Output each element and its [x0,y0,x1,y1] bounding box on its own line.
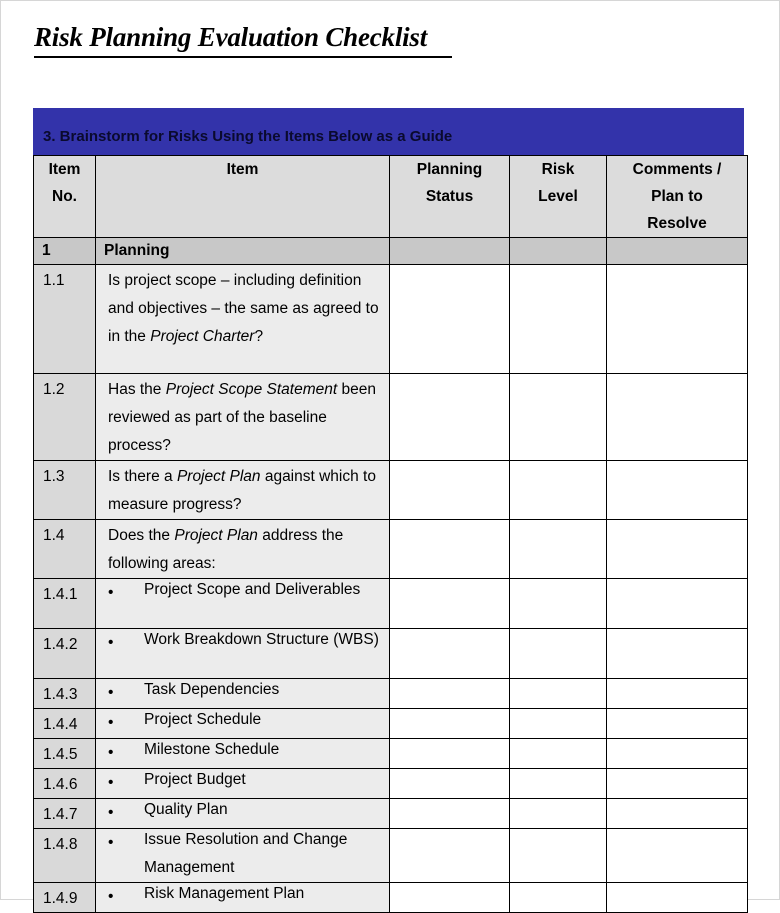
item-number-text: 1.2 [43,381,65,398]
item-number-text: 1.4.6 [43,776,78,793]
comments-cell[interactable] [607,461,748,520]
planning-status-cell[interactable] [390,739,510,769]
planning-status-cell[interactable] [390,679,510,709]
item-description [96,829,390,883]
item-number [34,829,96,883]
bullet-icon: • [108,804,114,821]
bullet-icon: • [108,774,114,791]
comments-cell[interactable] [607,829,748,883]
item-description [96,709,390,739]
header-risk-level-line1: Risk [541,161,575,178]
item-number-text: 1.4.1 [43,586,78,603]
header-row [34,156,748,238]
risk-level-cell[interactable] [510,461,607,520]
table-row [34,461,748,520]
item-number [34,265,96,374]
item-number-text: 1.4.7 [43,806,78,823]
section-heading: 3. Brainstorm for Risks Using the Items Below as a Guide [43,128,453,145]
item-number-text: 1.4.2 [43,636,78,653]
item-number-text: 1.4.5 [43,746,78,763]
item-description [96,739,390,769]
header-planning-status [390,156,510,238]
table-row [34,579,748,629]
group-row-planning [34,238,748,265]
group-status-cell [390,238,510,265]
risk-level-cell[interactable] [510,374,607,461]
risk-level-cell[interactable] [510,579,607,629]
item-number [34,579,96,629]
table-row [34,709,748,739]
bullet-icon: • [108,584,114,601]
planning-status-cell[interactable] [390,829,510,883]
risk-level-cell[interactable] [510,883,607,913]
header-item-no-line1: Item [48,161,81,178]
checklist-table [33,155,748,913]
item-number [34,799,96,829]
item-number [34,679,96,709]
bullet-icon: • [108,634,114,651]
risk-level-cell[interactable] [510,679,607,709]
header-comments-line3: Resolve [647,215,707,232]
header-comments-line1: Comments / [632,161,722,178]
item-number [34,520,96,579]
bullet-icon: • [108,744,114,761]
item-description [96,883,390,913]
item-text: Is project scope – including definition and objectives – the same as agreed to in the [108,272,379,345]
item-text: Quality Plan [144,801,228,818]
comments-cell[interactable] [607,265,748,374]
item-text: against which to measure progress? [108,468,376,513]
group-number-text: 1 [42,242,51,259]
header-item-no [34,156,96,238]
header-planning-status-line2: Status [425,188,474,205]
item-text-italic: Project Charter [150,328,255,345]
item-text-italic: Project Scope Statement [165,381,338,398]
planning-status-cell[interactable] [390,629,510,679]
table-row [34,739,748,769]
item-number [34,461,96,520]
header-risk-level-line2: Level [538,188,578,205]
item-text: Project Scope and Deliverables [144,581,361,598]
comments-cell[interactable] [607,374,748,461]
item-text: ? [254,328,264,345]
bullet-icon: • [108,714,114,731]
item-number-text: 1.4.9 [43,890,78,907]
table-row [34,520,748,579]
item-text: Project Schedule [144,711,262,728]
planning-status-cell[interactable] [390,374,510,461]
planning-status-cell[interactable] [390,265,510,374]
risk-level-cell[interactable] [510,709,607,739]
item-text: Is there a [108,468,177,485]
comments-cell[interactable] [607,679,748,709]
comments-cell[interactable] [607,883,748,913]
item-number [34,629,96,679]
planning-status-cell[interactable] [390,520,510,579]
group-label-text: Planning [104,242,170,259]
header-risk-level [510,156,607,238]
table-row [34,265,748,374]
item-number [34,883,96,913]
section-heading-bar [33,108,744,156]
item-text: Work Breakdown Structure (WBS) [144,631,379,648]
item-number [34,769,96,799]
item-number-text: 1.4.4 [43,716,78,733]
planning-status-cell[interactable] [390,579,510,629]
comments-cell[interactable] [607,520,748,579]
item-number [34,709,96,739]
item-description [96,265,390,374]
table-row [34,629,748,679]
planning-status-cell[interactable] [390,461,510,520]
header-comments [607,156,748,238]
item-description [96,520,390,579]
group-risk-cell [510,238,607,265]
comments-cell[interactable] [607,799,748,829]
planning-status-cell[interactable] [390,799,510,829]
risk-level-cell[interactable] [510,739,607,769]
item-number [34,739,96,769]
table-row [34,679,748,709]
item-number-text: 1.1 [43,272,65,289]
item-number-text: 1.4.8 [43,836,78,853]
table-row [34,883,748,913]
planning-status-cell[interactable] [390,883,510,913]
item-text: Project Budget [144,771,246,788]
planning-status-cell[interactable] [390,769,510,799]
item-text: Issue Resolution and Change Management [144,831,348,876]
item-number-text: 1.3 [43,468,65,485]
item-number-text: 1.4.3 [43,686,78,703]
item-description [96,374,390,461]
group-comments-cell [607,238,748,265]
item-text-italic: Project Plan [176,468,261,485]
item-number [34,374,96,461]
item-text: Risk Management Plan [144,885,305,902]
document-title: Risk Planning Evaluation Checklist [34,22,452,58]
item-text: Does the [108,527,175,544]
item-description [96,679,390,709]
header-item [96,156,390,238]
risk-level-cell[interactable] [510,829,607,883]
risk-level-cell[interactable] [510,769,607,799]
table-row [34,829,748,883]
bullet-icon: • [108,888,114,905]
comments-cell[interactable] [607,629,748,679]
item-text: address the following areas: [108,527,344,572]
comments-cell[interactable] [607,579,748,629]
item-description [96,769,390,799]
item-text: Task Dependencies [144,681,280,698]
comments-cell[interactable] [607,739,748,769]
comments-cell[interactable] [607,709,748,739]
group-label [96,238,390,265]
comments-cell[interactable] [607,769,748,799]
header-planning-status-line1: Planning [416,161,483,178]
risk-level-cell[interactable] [510,629,607,679]
item-number-text: 1.4 [43,527,65,544]
bullet-icon: • [108,834,114,851]
item-description [96,799,390,829]
header-comments-line2: Plan to [651,188,703,205]
risk-level-cell[interactable] [510,520,607,579]
planning-status-cell[interactable] [390,709,510,739]
header-item-label: Item [226,161,259,178]
risk-level-cell[interactable] [510,799,607,829]
table-row [34,374,748,461]
item-text: Milestone Schedule [144,741,280,758]
table-row [34,799,748,829]
item-description [96,629,390,679]
item-description [96,461,390,520]
item-description [96,579,390,629]
header-item-no-line2: No. [52,188,77,205]
item-text: Has the [108,381,166,398]
item-text-italic: Project Plan [174,527,258,544]
bullet-icon: • [108,684,114,701]
group-number [34,238,96,265]
item-text: been reviewed as part of the baseline process? [108,381,376,454]
table-row [34,769,748,799]
risk-level-cell[interactable] [510,265,607,374]
